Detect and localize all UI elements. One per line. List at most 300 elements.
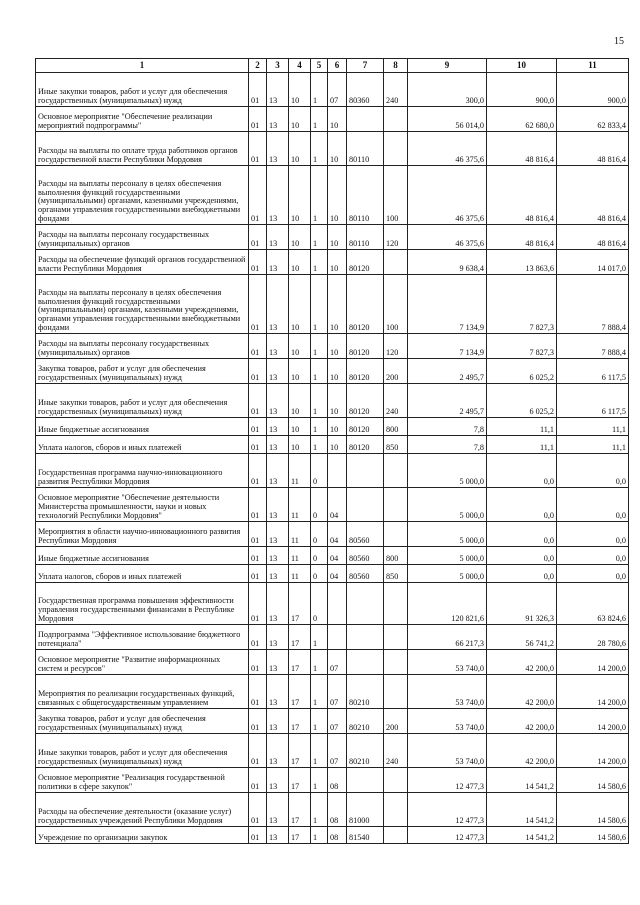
amount-col-11: 6 117,5 xyxy=(557,384,629,418)
amount-col-9: 7 134,9 xyxy=(408,275,487,334)
code-program: 10 xyxy=(289,275,311,334)
code-program: 17 xyxy=(289,734,311,768)
amount-col-9: 46 375,6 xyxy=(408,225,487,250)
code-subprogram: 1 xyxy=(311,275,328,334)
amount-col-11: 14 200,0 xyxy=(557,734,629,768)
code-program: 10 xyxy=(289,225,311,250)
code-subprogram: 1 xyxy=(311,768,328,793)
table-row xyxy=(36,166,629,225)
code-expense-type: 800 xyxy=(384,547,408,565)
code-subsection: 13 xyxy=(267,522,289,547)
code-section: 01 xyxy=(249,107,267,132)
amount-col-9: 12 477,3 xyxy=(408,768,487,793)
amount-col-11: 48 816,4 xyxy=(557,166,629,225)
code-expense-type: 200 xyxy=(384,709,408,734)
table-body xyxy=(36,73,629,844)
amount-col-11: 900,0 xyxy=(557,73,629,107)
amount-col-9: 56 014,0 xyxy=(408,107,487,132)
amount-col-9: 300,0 xyxy=(408,73,487,107)
amount-col-10: 11,1 xyxy=(487,436,557,454)
code-direction: 80360 xyxy=(347,73,384,107)
code-direction: 80120 xyxy=(347,359,384,384)
code-activity xyxy=(328,454,347,488)
row-name: Подпрограмма "Эффективное использование бюджетного потенциала" xyxy=(36,625,249,650)
amount-col-10: 91 326,3 xyxy=(487,583,557,625)
row-name: Закупка товаров, работ и услуг для обеспечения государственных (муниципальных) нужд xyxy=(36,709,249,734)
code-expense-type: 240 xyxy=(384,384,408,418)
code-activity: 08 xyxy=(328,827,347,844)
code-expense-type: 240 xyxy=(384,734,408,768)
amount-col-9: 5 000,0 xyxy=(408,565,487,583)
code-activity: 10 xyxy=(328,359,347,384)
table-row xyxy=(36,418,629,436)
table-row xyxy=(36,275,629,334)
code-expense-type xyxy=(384,793,408,827)
code-subsection: 13 xyxy=(267,768,289,793)
code-subsection: 13 xyxy=(267,547,289,565)
code-expense-type xyxy=(384,454,408,488)
code-subsection: 13 xyxy=(267,436,289,454)
row-name: Уплата налогов, сборов и иных платежей xyxy=(36,565,249,583)
code-program: 10 xyxy=(289,334,311,359)
code-activity: 10 xyxy=(328,334,347,359)
code-program: 17 xyxy=(289,709,311,734)
code-subsection: 13 xyxy=(267,73,289,107)
code-expense-type xyxy=(384,522,408,547)
code-section: 01 xyxy=(249,583,267,625)
amount-col-10: 0,0 xyxy=(487,547,557,565)
table-row xyxy=(36,650,629,675)
table-row xyxy=(36,709,629,734)
code-program: 17 xyxy=(289,793,311,827)
amount-col-11: 28 780,6 xyxy=(557,625,629,650)
amount-col-11: 14 200,0 xyxy=(557,675,629,709)
amount-col-10: 48 816,4 xyxy=(487,225,557,250)
code-program: 17 xyxy=(289,583,311,625)
table-row xyxy=(36,547,629,565)
col-header: 7 xyxy=(347,59,384,73)
code-direction: 80120 xyxy=(347,436,384,454)
code-subprogram: 0 xyxy=(311,454,328,488)
code-section: 01 xyxy=(249,384,267,418)
row-name: Основное мероприятие "Обеспечение деятельности Министерства промышленности, науки и новых технологий Республики Мордовия" xyxy=(36,488,249,522)
code-direction xyxy=(347,488,384,522)
code-direction: 80120 xyxy=(347,418,384,436)
code-activity: 04 xyxy=(328,522,347,547)
table-row xyxy=(36,107,629,132)
code-subsection: 13 xyxy=(267,132,289,166)
code-section: 01 xyxy=(249,650,267,675)
code-direction xyxy=(347,454,384,488)
table-row xyxy=(36,454,629,488)
amount-col-11: 14 580,6 xyxy=(557,827,629,844)
amount-col-11: 14 200,0 xyxy=(557,709,629,734)
table-row xyxy=(36,793,629,827)
amount-col-10: 6 025,2 xyxy=(487,384,557,418)
code-subprogram: 1 xyxy=(311,166,328,225)
amount-col-9: 7 134,9 xyxy=(408,334,487,359)
amount-col-10: 42 200,0 xyxy=(487,650,557,675)
code-subsection: 13 xyxy=(267,625,289,650)
code-activity: 04 xyxy=(328,565,347,583)
code-subprogram: 1 xyxy=(311,734,328,768)
code-subsection: 13 xyxy=(267,250,289,275)
code-subprogram: 0 xyxy=(311,583,328,625)
code-section: 01 xyxy=(249,73,267,107)
code-section: 01 xyxy=(249,454,267,488)
amount-col-9: 46 375,6 xyxy=(408,166,487,225)
code-section: 01 xyxy=(249,334,267,359)
amount-col-10: 0,0 xyxy=(487,522,557,547)
code-program: 10 xyxy=(289,73,311,107)
code-program: 10 xyxy=(289,359,311,384)
code-section: 01 xyxy=(249,625,267,650)
table-row xyxy=(36,583,629,625)
code-subsection: 13 xyxy=(267,107,289,132)
row-name: Расходы на обеспечение функций органов государственной власти Республики Мордовия xyxy=(36,250,249,275)
code-section: 01 xyxy=(249,709,267,734)
code-subsection: 13 xyxy=(267,166,289,225)
code-subsection: 13 xyxy=(267,793,289,827)
amount-col-10: 48 816,4 xyxy=(487,166,557,225)
code-direction: 80560 xyxy=(347,522,384,547)
code-program: 10 xyxy=(289,132,311,166)
code-subprogram: 0 xyxy=(311,488,328,522)
page-number: 15 xyxy=(614,36,624,47)
code-subprogram: 1 xyxy=(311,650,328,675)
code-section: 01 xyxy=(249,225,267,250)
code-expense-type: 120 xyxy=(384,225,408,250)
code-activity xyxy=(328,583,347,625)
row-name: Расходы на выплаты персоналу в целях обеспечения выполнения функций государственными (муниципальными) органами, казенными учреждениями, органами управления государственными внебюджетными фондами xyxy=(36,166,249,225)
row-name: Закупка товаров, работ и услуг для обеспечения государственных (муниципальных) нужд xyxy=(36,359,249,384)
row-name: Основное мероприятие "Развитие информационных систем и ресурсов" xyxy=(36,650,249,675)
row-name: Расходы на выплаты персоналу государственных (муниципальных) органов xyxy=(36,225,249,250)
code-program: 10 xyxy=(289,107,311,132)
amount-col-11: 0,0 xyxy=(557,565,629,583)
code-expense-type xyxy=(384,107,408,132)
header-row xyxy=(36,59,629,73)
code-direction xyxy=(347,768,384,793)
code-section: 01 xyxy=(249,827,267,844)
code-program: 11 xyxy=(289,454,311,488)
code-direction: 80210 xyxy=(347,709,384,734)
amount-col-10: 11,1 xyxy=(487,418,557,436)
code-program: 10 xyxy=(289,384,311,418)
code-section: 01 xyxy=(249,418,267,436)
code-direction: 80110 xyxy=(347,132,384,166)
code-direction: 81540 xyxy=(347,827,384,844)
code-program: 17 xyxy=(289,650,311,675)
code-subprogram: 1 xyxy=(311,384,328,418)
code-subprogram: 1 xyxy=(311,107,328,132)
code-subsection: 13 xyxy=(267,675,289,709)
budget-table xyxy=(35,58,629,844)
table-row xyxy=(36,250,629,275)
code-program: 10 xyxy=(289,418,311,436)
code-section: 01 xyxy=(249,565,267,583)
amount-col-9: 120 821,6 xyxy=(408,583,487,625)
amount-col-11: 14 580,6 xyxy=(557,768,629,793)
code-activity: 10 xyxy=(328,418,347,436)
code-expense-type: 850 xyxy=(384,565,408,583)
table-row xyxy=(36,73,629,107)
amount-col-10: 0,0 xyxy=(487,488,557,522)
row-name: Расходы на выплаты персоналу государственных (муниципальных) органов xyxy=(36,334,249,359)
code-subsection: 13 xyxy=(267,454,289,488)
amount-col-11: 0,0 xyxy=(557,522,629,547)
code-subsection: 13 xyxy=(267,583,289,625)
amount-col-11: 48 816,4 xyxy=(557,225,629,250)
code-program: 11 xyxy=(289,522,311,547)
row-name: Основное мероприятие "Обеспечение реализации мероприятий подпрограммы" xyxy=(36,107,249,132)
amount-col-11: 7 888,4 xyxy=(557,334,629,359)
amount-col-10: 62 680,0 xyxy=(487,107,557,132)
table-row xyxy=(36,522,629,547)
amount-col-9: 5 000,0 xyxy=(408,547,487,565)
amount-col-11: 14 017,0 xyxy=(557,250,629,275)
code-activity: 10 xyxy=(328,132,347,166)
code-subprogram: 1 xyxy=(311,675,328,709)
row-name: Расходы на выплаты по оплате труда работников органов государственной власти Республики Мордовия xyxy=(36,132,249,166)
col-header: 11 xyxy=(557,59,629,73)
code-direction: 80560 xyxy=(347,547,384,565)
amount-col-11: 63 824,6 xyxy=(557,583,629,625)
table-row xyxy=(36,565,629,583)
code-direction xyxy=(347,650,384,675)
code-expense-type: 850 xyxy=(384,436,408,454)
row-name: Иные закупки товаров, работ и услуг для обеспечения государственных (муниципальных) нужд xyxy=(36,73,249,107)
code-expense-type: 240 xyxy=(384,73,408,107)
code-subsection: 13 xyxy=(267,488,289,522)
amount-col-9: 5 000,0 xyxy=(408,522,487,547)
amount-col-10: 14 541,2 xyxy=(487,768,557,793)
row-name: Мероприятия по реализации государственных функций, связанных с общегосударственным управлением xyxy=(36,675,249,709)
code-activity: 10 xyxy=(328,436,347,454)
code-subprogram: 1 xyxy=(311,225,328,250)
row-name: Учреждение по организации закупок xyxy=(36,827,249,844)
code-subprogram: 1 xyxy=(311,359,328,384)
col-header: 6 xyxy=(328,59,347,73)
code-subprogram: 1 xyxy=(311,827,328,844)
table-row xyxy=(36,827,629,844)
row-name: Иные закупки товаров, работ и услуг для обеспечения государственных (муниципальных) нужд xyxy=(36,384,249,418)
code-expense-type xyxy=(384,768,408,793)
code-activity: 08 xyxy=(328,768,347,793)
code-expense-type xyxy=(384,827,408,844)
code-direction: 80110 xyxy=(347,166,384,225)
code-subsection: 13 xyxy=(267,709,289,734)
row-name: Основное мероприятие "Реализация государственной политики в сфере закупок" xyxy=(36,768,249,793)
amount-col-10: 0,0 xyxy=(487,454,557,488)
amount-col-10: 48 816,4 xyxy=(487,132,557,166)
amount-col-9: 53 740,0 xyxy=(408,734,487,768)
amount-col-10: 900,0 xyxy=(487,73,557,107)
row-name: Мероприятия в области научно-инновационного развития Республики Мордовия xyxy=(36,522,249,547)
code-section: 01 xyxy=(249,734,267,768)
row-name: Иные закупки товаров, работ и услуг для обеспечения государственных (муниципальных) нужд xyxy=(36,734,249,768)
col-header: 5 xyxy=(311,59,328,73)
code-expense-type xyxy=(384,675,408,709)
row-name: Иные бюджетные ассигнования xyxy=(36,547,249,565)
code-subsection: 13 xyxy=(267,275,289,334)
amount-col-9: 2 495,7 xyxy=(408,359,487,384)
code-section: 01 xyxy=(249,547,267,565)
code-direction: 80560 xyxy=(347,565,384,583)
row-name: Уплата налогов, сборов и иных платежей xyxy=(36,436,249,454)
col-header: 9 xyxy=(408,59,487,73)
amount-col-9: 53 740,0 xyxy=(408,709,487,734)
code-activity: 07 xyxy=(328,675,347,709)
code-activity: 10 xyxy=(328,107,347,132)
code-expense-type: 800 xyxy=(384,418,408,436)
amount-col-10: 13 863,6 xyxy=(487,250,557,275)
amount-col-11: 6 117,5 xyxy=(557,359,629,384)
code-expense-type: 200 xyxy=(384,359,408,384)
code-subprogram: 1 xyxy=(311,625,328,650)
code-program: 11 xyxy=(289,547,311,565)
amount-col-10: 42 200,0 xyxy=(487,734,557,768)
table-row xyxy=(36,384,629,418)
code-section: 01 xyxy=(249,132,267,166)
code-section: 01 xyxy=(249,250,267,275)
amount-col-11: 14 200,0 xyxy=(557,650,629,675)
amount-col-9: 66 217,3 xyxy=(408,625,487,650)
code-activity: 07 xyxy=(328,73,347,107)
code-program: 10 xyxy=(289,166,311,225)
code-direction: 80120 xyxy=(347,250,384,275)
code-section: 01 xyxy=(249,166,267,225)
code-subprogram: 1 xyxy=(311,250,328,275)
amount-col-11: 62 833,4 xyxy=(557,107,629,132)
code-section: 01 xyxy=(249,675,267,709)
code-subprogram: 0 xyxy=(311,547,328,565)
code-activity: 10 xyxy=(328,384,347,418)
code-program: 17 xyxy=(289,625,311,650)
code-subprogram: 1 xyxy=(311,418,328,436)
amount-col-9: 7,8 xyxy=(408,436,487,454)
table-row xyxy=(36,225,629,250)
code-expense-type xyxy=(384,650,408,675)
code-subsection: 13 xyxy=(267,418,289,436)
code-direction xyxy=(347,625,384,650)
amount-col-10: 7 827,3 xyxy=(487,334,557,359)
amount-col-9: 5 000,0 xyxy=(408,454,487,488)
code-direction: 81000 xyxy=(347,793,384,827)
code-activity: 07 xyxy=(328,734,347,768)
code-direction: 80120 xyxy=(347,384,384,418)
code-subprogram: 1 xyxy=(311,793,328,827)
code-activity: 10 xyxy=(328,166,347,225)
code-program: 11 xyxy=(289,565,311,583)
col-header: 1 xyxy=(36,59,249,73)
code-section: 01 xyxy=(249,793,267,827)
code-activity: 04 xyxy=(328,547,347,565)
amount-col-11: 0,0 xyxy=(557,454,629,488)
col-header: 4 xyxy=(289,59,311,73)
code-activity: 07 xyxy=(328,650,347,675)
col-header: 8 xyxy=(384,59,408,73)
code-activity: 08 xyxy=(328,793,347,827)
code-subprogram: 0 xyxy=(311,522,328,547)
code-section: 01 xyxy=(249,436,267,454)
amount-col-9: 53 740,0 xyxy=(408,675,487,709)
code-subprogram: 1 xyxy=(311,334,328,359)
amount-col-9: 7,8 xyxy=(408,418,487,436)
code-direction xyxy=(347,107,384,132)
code-section: 01 xyxy=(249,488,267,522)
table-row xyxy=(36,625,629,650)
code-subprogram: 0 xyxy=(311,565,328,583)
amount-col-9: 12 477,3 xyxy=(408,793,487,827)
amount-col-9: 9 638,4 xyxy=(408,250,487,275)
table-row xyxy=(36,334,629,359)
code-section: 01 xyxy=(249,275,267,334)
code-expense-type xyxy=(384,488,408,522)
code-activity: 10 xyxy=(328,250,347,275)
code-direction: 80210 xyxy=(347,734,384,768)
code-subsection: 13 xyxy=(267,334,289,359)
amount-col-10: 42 200,0 xyxy=(487,709,557,734)
code-subsection: 13 xyxy=(267,650,289,675)
amount-col-11: 11,1 xyxy=(557,418,629,436)
code-program: 17 xyxy=(289,827,311,844)
code-direction: 80110 xyxy=(347,225,384,250)
table-row xyxy=(36,132,629,166)
code-section: 01 xyxy=(249,768,267,793)
amount-col-10: 7 827,3 xyxy=(487,275,557,334)
code-expense-type xyxy=(384,250,408,275)
code-section: 01 xyxy=(249,359,267,384)
code-activity xyxy=(328,625,347,650)
amount-col-11: 0,0 xyxy=(557,488,629,522)
code-subsection: 13 xyxy=(267,565,289,583)
code-subsection: 13 xyxy=(267,225,289,250)
amount-col-10: 56 741,2 xyxy=(487,625,557,650)
code-expense-type: 120 xyxy=(384,334,408,359)
amount-col-11: 7 888,4 xyxy=(557,275,629,334)
code-subsection: 13 xyxy=(267,827,289,844)
code-section: 01 xyxy=(249,522,267,547)
amount-col-9: 5 000,0 xyxy=(408,488,487,522)
amount-col-9: 12 477,3 xyxy=(408,827,487,844)
amount-col-11: 0,0 xyxy=(557,547,629,565)
code-subsection: 13 xyxy=(267,359,289,384)
row-name: Расходы на обеспечение деятельности (оказание услуг) государственных учреждений Республики Мордовия xyxy=(36,793,249,827)
amount-col-9: 2 495,7 xyxy=(408,384,487,418)
code-subprogram: 1 xyxy=(311,132,328,166)
code-program: 10 xyxy=(289,436,311,454)
code-activity: 10 xyxy=(328,225,347,250)
row-name: Государственная программа научно-инновационного развития Республики Мордовия xyxy=(36,454,249,488)
row-name: Государственная программа повышения эффективности управления государственными финансами в Республике Мордовия xyxy=(36,583,249,625)
code-expense-type xyxy=(384,583,408,625)
table-row xyxy=(36,436,629,454)
amount-col-11: 14 580,6 xyxy=(557,793,629,827)
amount-col-10: 42 200,0 xyxy=(487,675,557,709)
code-expense-type: 100 xyxy=(384,275,408,334)
row-name: Расходы на выплаты персоналу в целях обеспечения выполнения функций государственными (муниципальными) органами, казенными учреждениями, органами управления государственными внебюджетными фондами xyxy=(36,275,249,334)
code-direction: 80210 xyxy=(347,675,384,709)
amount-col-11: 11,1 xyxy=(557,436,629,454)
code-subprogram: 1 xyxy=(311,436,328,454)
col-header: 3 xyxy=(267,59,289,73)
code-subsection: 13 xyxy=(267,384,289,418)
table-row xyxy=(36,675,629,709)
row-name: Иные бюджетные ассигнования xyxy=(36,418,249,436)
amount-col-10: 0,0 xyxy=(487,565,557,583)
amount-col-10: 14 541,2 xyxy=(487,827,557,844)
